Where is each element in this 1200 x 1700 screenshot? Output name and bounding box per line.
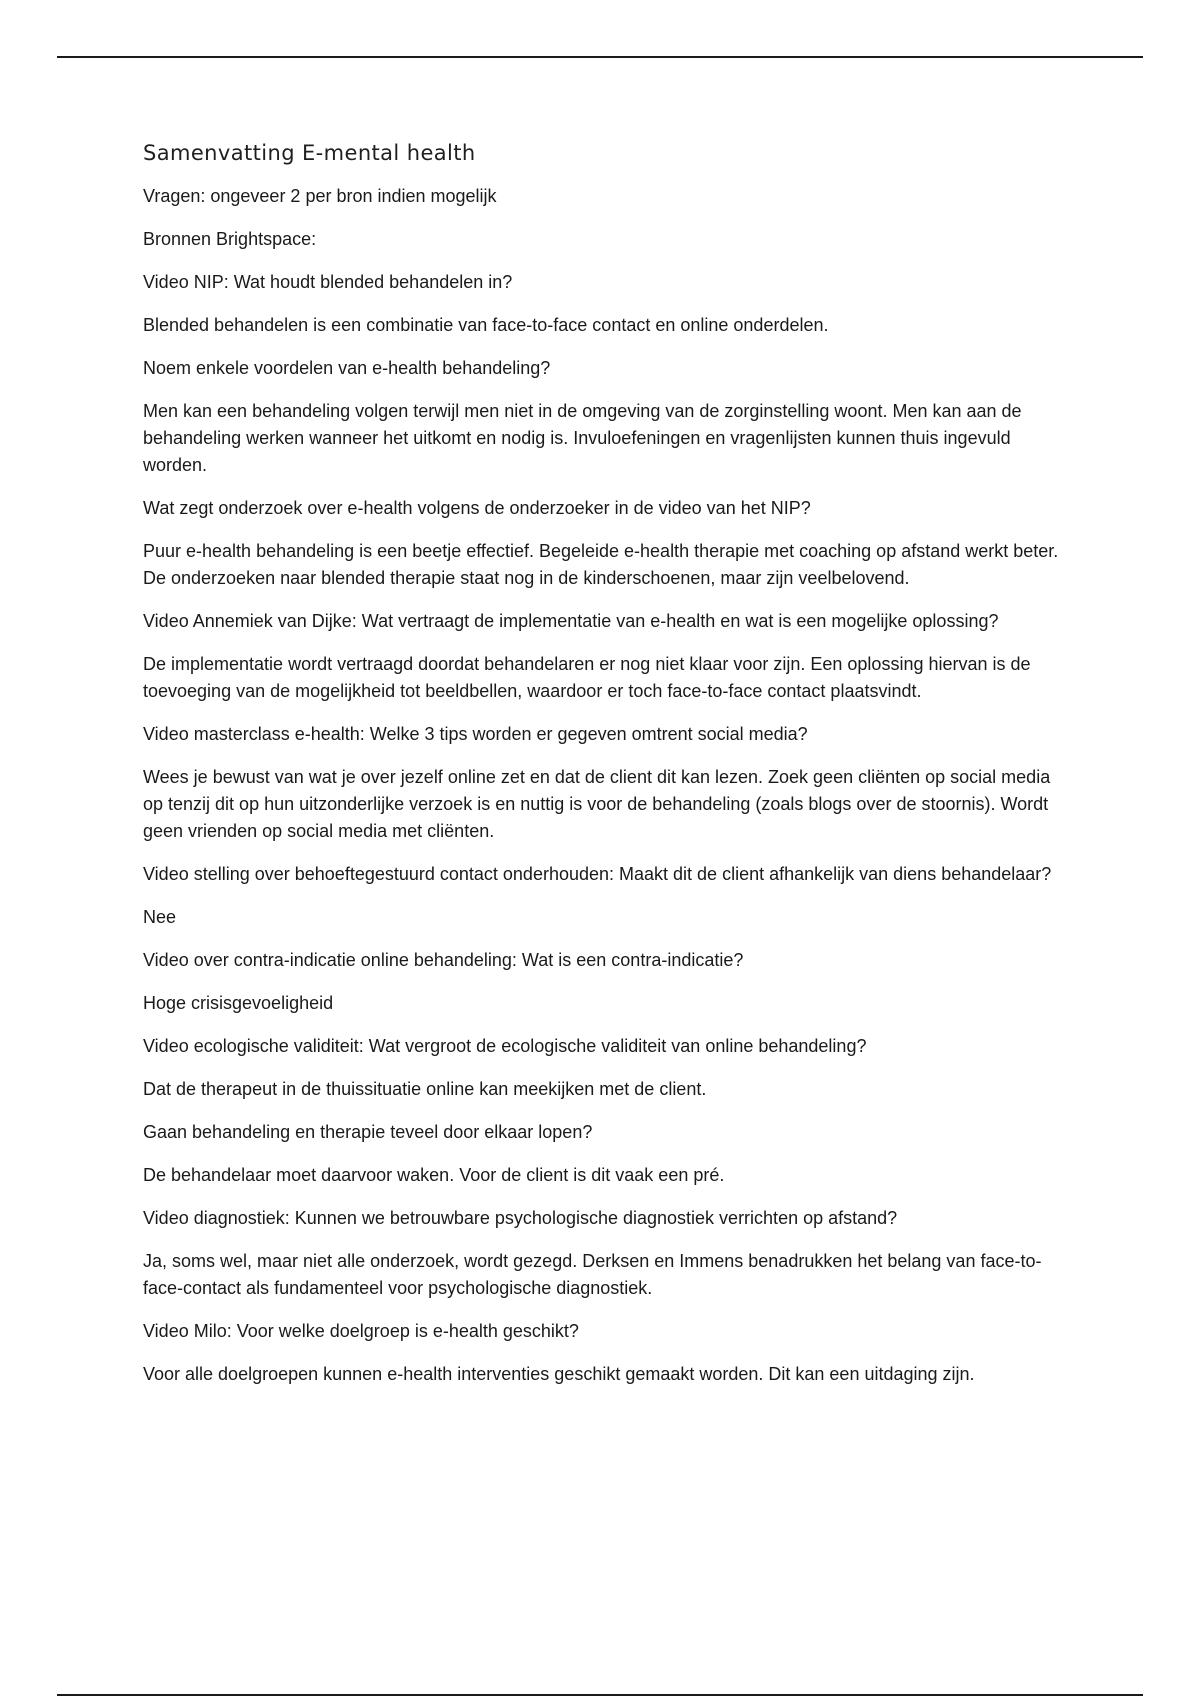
paragraph: Video NIP: Wat houdt blended behandelen in? [143,272,513,293]
paragraph: Video diagnostiek: Kunnen we betrouwbare psychologische diagnostiek verrichten op afstand? [143,1208,898,1229]
paragraph: Hoge crisisgevoeligheid [143,993,334,1014]
paragraph: De behandelaar moet daarvoor waken. Voor de client is dit vaak een pré. [143,1165,725,1186]
paragraph: Blended behandelen is een combinatie van face-to-face contact en online onderdelen. [143,315,829,336]
document-title: Samenvatting E-mental health [143,141,476,165]
paragraph: Video ecologische validiteit: Wat vergroot de ecologische validiteit van online behandeling? [143,1036,867,1057]
footer-rule [57,1694,1143,1696]
paragraph: Video over contra-indicatie online behandeling: Wat is een contra-indicatie? [143,950,744,971]
header-rule [57,56,1143,58]
paragraph: Video Milo: Voor welke doelgroep is e-health geschikt? [143,1321,579,1342]
paragraph: Bronnen Brightspace: [143,229,317,250]
paragraph: Noem enkele voordelen van e-health behandeling? [143,358,551,379]
document-body [143,140,1063,1404]
paragraph: Video masterclass e-health: Welke 3 tips worden er gegeven omtrent social media? [143,724,808,745]
paragraph: Men kan een behandeling volgen terwijl men niet in de omgeving van de zorginstelling woont. Men kan aan de behandeling werken wanneer het uitkomt en nodig is. Invuloefeningen en vragenlijsten kunnen thuis ingevuld worden. [143,401,1022,476]
paragraph: Video stelling over behoeftegestuurd contact onderhouden: Maakt dit de client afhankelijk van diens behandelaar? [143,864,1052,885]
paragraph: Wees je bewust van wat je over jezelf online zet en dat de client dit kan lezen. Zoek geen cliënten op social media op tenzij dit op hun uitzonderlijke verzoek is en nuttig is voor de behandeling (zoals blogs over de stoornis). Wordt geen vrienden op social media met cliënten. [143,767,1051,842]
paragraph: Gaan behandeling en therapie teveel door elkaar lopen? [143,1122,593,1143]
paragraph: Puur e-health behandeling is een beetje effectief. Begeleide e-health therapie met coaching op afstand werkt beter. De onderzoeken naar blended therapie staat nog in de kinderschoenen, maar zijn veelbelovend. [143,541,1059,589]
paragraph: Wat zegt onderzoek over e-health volgens de onderzoeker in de video van het NIP? [143,498,811,519]
paragraph: Nee [143,907,177,928]
paragraph: De implementatie wordt vertraagd doordat behandelaren er nog niet klaar voor zijn. Een oplossing hiervan is de toevoeging van de mogelijkheid tot beeldbellen, waardoor er toch face-to-face contact plaatsvindt. [143,654,1031,702]
paragraph: Voor alle doelgroepen kunnen e-health interventies geschikt gemaakt worden. Dit kan een uitdaging zijn. [143,1364,975,1385]
paragraph: Dat de therapeut in de thuissituatie online kan meekijken met de client. [143,1079,707,1100]
paragraph: Video Annemiek van Dijke: Wat vertraagt de implementatie van e-health en wat is een mogelijke oplossing? [143,611,999,632]
paragraph: Ja, soms wel, maar niet alle onderzoek, wordt gezegd. Derksen en Immens benadrukken het belang van face-to-face-contact als fundamenteel voor psychologische diagnostiek. [143,1251,1042,1299]
paragraph: Vragen: ongeveer 2 per bron indien mogelijk [143,186,497,207]
